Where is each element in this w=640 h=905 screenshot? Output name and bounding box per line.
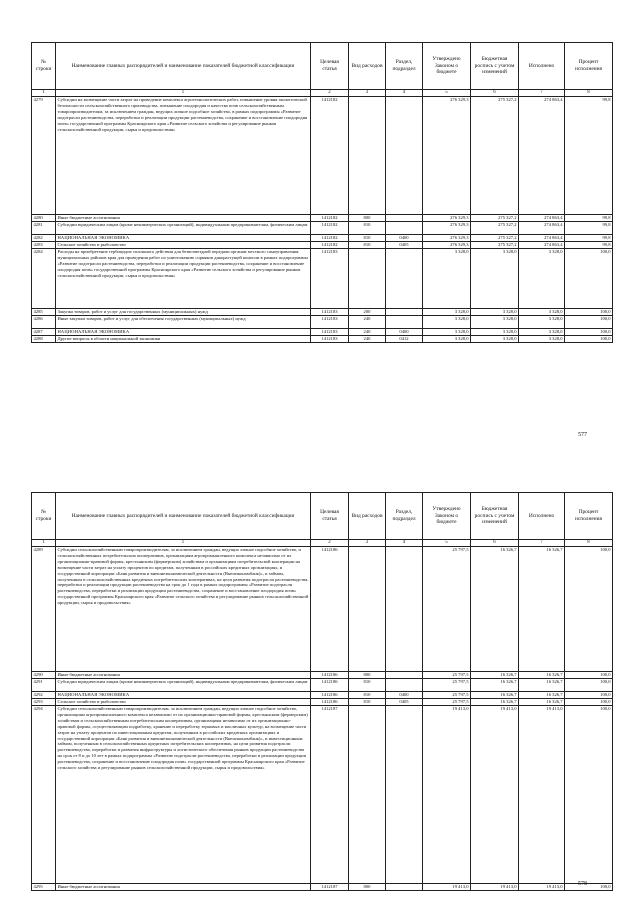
row-number: 4294 xyxy=(32,706,56,884)
col-header-section: Раздел, подраздел xyxy=(386,493,423,540)
row-percent: 100,0 xyxy=(565,884,613,891)
row-exec: 16 326,7 xyxy=(519,547,565,672)
column-number: 6 xyxy=(471,90,519,97)
row-target: 1412186 xyxy=(311,547,349,672)
col-header-num: № строки xyxy=(32,43,56,90)
row-budget: 16 326,7 xyxy=(471,672,519,679)
col-header-target: Целевая статья xyxy=(311,43,349,90)
column-number: 5 xyxy=(423,90,471,97)
row-exptype: 200 xyxy=(349,309,386,316)
row-target: 1412186 xyxy=(311,672,349,679)
col-header-exptype: Вид расходов xyxy=(349,493,386,540)
row-percent: 99,8 xyxy=(565,215,613,222)
row-number: 4285 xyxy=(32,309,56,316)
row-exec: 274 863,4 xyxy=(519,242,565,249)
table-row xyxy=(32,672,613,679)
row-number: 4284 xyxy=(32,249,56,309)
row-exec: 16 326,7 xyxy=(519,679,565,692)
row-target: 1412186 xyxy=(311,679,349,692)
row-exptype: 240 xyxy=(349,336,386,343)
row-name: Субсидии сельскохозяйственным товаропроизводителям, за исключением граждан, ведущих личное подсобное хозяйство, и сельскохозяйственных потребительских кооперативов, организациям агропромышленного комплекса независимо от их организационно-правовой формы, крестьянским (фермерским) хозяйствам и организациям потребительской кооперации на возмещение части затрат на уплату процентов по кредитам, полученным в российских кредитных организациях, и государственной корпорации «Банк развития и внешнеэкономической деятельности (Внешэкономбанк)», и займам, полученным в сельскохозяйственных кредитных потребительских кооперативах, на цели развития подотрасли растениеводства, переработки и реализации продукции растениеводства на срок до 1 года в рамках подпрограммы «Развитие подотрасли растениеводства, переработки и реализации продукции растениеводства, сохранение и восстановление плодородия почв» государственной программы Красноярского края «Развитие сельского хозяйства и регулирование рынков сельскохозяйственной продукции, сырья и продовольствия» xyxy=(56,547,311,672)
row-exec: 3 328,0 xyxy=(519,329,565,336)
column-number: 1 xyxy=(32,90,56,97)
row-percent: 99,8 xyxy=(565,222,613,235)
document-page-578 xyxy=(0,452,640,905)
table-row xyxy=(32,215,613,222)
col-header-section: Раздел, подраздел xyxy=(386,43,423,90)
column-number: 6 xyxy=(471,540,519,547)
row-section xyxy=(386,97,423,215)
row-section: 0400 xyxy=(386,329,423,336)
row-name: Субсидии сельскохозяйственным товаропроизводителям, за исключением граждан, ведущих личное подсобное хозяйство, организациям агропромышленного комплекса независимо от их организационно-правовой формы, крестьянским (фермерским) хозяйствам и сельскохозяйственным потребительским кооперативам, организациям независимо от их организационно-правовой формы, осуществляющим подработку, хранение и переработку зерновых и масличных культур, на возмещение части затрат на уплату процентов по инвестиционным кредитам, полученным в российских кредитных организациях и государственной корпорации «Банк развития и внешнеэкономической деятельности (Внешэкономбанк)», и инвестиционным займам, полученным в сельскохозяйственных кредитных потребительских кооперативах, на цели развития подотрасли растениеводства, переработки и развития инфраструктуры и логистического обеспечения рынков продукции растениеводства на срок от 8 и до 10 лет в рамках подпрограммы «Развитие подотрасли растениеводства, переработки и реализации продукции растениеводства, сохранение и восстановление плодородия почв» государственной программы Красноярского края «Развитие сельского хозяйства и регулирование рынков сельскохозяйственной продукции, сырья и продовольствия» xyxy=(56,706,311,884)
column-number: 5 xyxy=(423,540,471,547)
col-header-exptype: Вид расходов xyxy=(349,43,386,90)
row-approved: 3 328,0 xyxy=(423,336,471,343)
col-header-exec: Исполнено xyxy=(519,493,565,540)
col-header-target: Целевая статья xyxy=(311,493,349,540)
row-number: 4279 xyxy=(32,97,56,215)
row-number: 4291 xyxy=(32,679,56,692)
row-name: НАЦИОНАЛЬНАЯ ЭКОНОМИКА xyxy=(56,329,311,336)
row-name: Субсидии юридическим лицам (кроме некоммерческих организаций), индивидуальным предпринимателям, физическим лицам xyxy=(56,222,311,235)
col-header-name: Наименование главных распорядителей и наименование показателей бюджетной классификации xyxy=(56,43,311,90)
column-number-row xyxy=(32,90,613,97)
table-row xyxy=(32,309,613,316)
row-budget: 16 326,7 xyxy=(471,699,519,706)
row-target: 1412186 xyxy=(311,699,349,706)
table-row xyxy=(32,316,613,329)
row-section xyxy=(386,679,423,692)
row-budget: 3 328,0 xyxy=(471,249,519,309)
row-exec: 274 863,4 xyxy=(519,215,565,222)
page-number: 577 xyxy=(578,432,587,438)
table-header-row xyxy=(32,43,613,90)
table-row xyxy=(32,235,613,242)
row-section: 0405 xyxy=(386,699,423,706)
row-exptype: 810 xyxy=(349,692,386,699)
row-percent: 100,0 xyxy=(565,249,613,309)
row-approved: 3 328,0 xyxy=(423,316,471,329)
row-exptype: 800 xyxy=(349,672,386,679)
row-exec: 274 863,4 xyxy=(519,235,565,242)
row-name: НАЦИОНАЛЬНАЯ ЭКОНОМИКА xyxy=(56,235,311,242)
row-exec: 16 326,7 xyxy=(519,692,565,699)
row-name: Субсидии юридическим лицам (кроме некоммерческих организаций), индивидуальным предпринимателям, физическим лицам xyxy=(56,679,311,692)
row-percent: 100,0 xyxy=(565,679,613,692)
row-approved: 25 797,5 xyxy=(423,692,471,699)
row-exptype: 810 xyxy=(349,235,386,242)
row-number: 4281 xyxy=(32,222,56,235)
row-approved: 276 329,3 xyxy=(423,222,471,235)
row-name: Субсидии на возмещение части затрат на проведение комплекса агротехнологических работ, повышение уровня экологической безопасности сельскохозяйственного производства, повышение плодородия и качества почв сельскохозяйственным товаропроизводителям, за исключением граждан, ведущих личное подсобное хозяйство, в рамках подпрограммы «Развитие подотрасли растениеводства, переработки и реализации продукции растениеводства, сохранение и восстановление плодородия почв» государственной программы Красноярского края «Развитие сельского хозяйства и регулирование рынков сельскохозяйственной продукции, сырья и продовольствия» xyxy=(56,97,311,215)
column-number: 4 xyxy=(386,90,423,97)
row-target: 1412182 xyxy=(311,235,349,242)
row-section: 0412 xyxy=(386,336,423,343)
row-target: 1412182 xyxy=(311,222,349,235)
row-section xyxy=(386,706,423,884)
row-name: Другие вопросы в области национальной экономики xyxy=(56,336,311,343)
row-exec: 16 326,7 xyxy=(519,672,565,679)
column-number: 1 xyxy=(32,540,56,547)
row-percent: 100,0 xyxy=(565,316,613,329)
row-approved: 276 329,3 xyxy=(423,235,471,242)
row-exptype: 810 xyxy=(349,699,386,706)
row-target: 1412182 xyxy=(311,242,349,249)
row-percent: 99,8 xyxy=(565,235,613,242)
row-approved: 3 328,0 xyxy=(423,329,471,336)
row-exec: 16 326,7 xyxy=(519,699,565,706)
row-percent: 100,0 xyxy=(565,336,613,343)
row-exec: 19 413,0 xyxy=(519,706,565,884)
column-number: 2 xyxy=(311,90,349,97)
col-header-approved: Утверждено Законом о бюджете xyxy=(423,493,471,540)
row-exec: 3 328,0 xyxy=(519,249,565,309)
row-approved: 25 797,5 xyxy=(423,679,471,692)
row-name: Иные бюджетные ассигнования xyxy=(56,215,311,222)
row-percent: 99,8 xyxy=(565,97,613,215)
row-name: Сельское хозяйство и рыболовство xyxy=(56,699,311,706)
row-section xyxy=(386,222,423,235)
col-header-exec: Исполнено xyxy=(519,43,565,90)
table-row xyxy=(32,329,613,336)
row-section xyxy=(386,547,423,672)
row-name: Сельское хозяйство и рыболовство xyxy=(56,242,311,249)
row-approved: 276 329,3 xyxy=(423,97,471,215)
row-budget: 3 328,0 xyxy=(471,329,519,336)
row-exptype: 810 xyxy=(349,679,386,692)
table-row xyxy=(32,249,613,309)
column-number: 7 xyxy=(519,90,565,97)
row-target: 1412183 xyxy=(311,309,349,316)
row-number: 4295 xyxy=(32,884,56,891)
column-number-row xyxy=(32,540,613,547)
table-header-row xyxy=(32,493,613,540)
column-number: 3 xyxy=(349,90,386,97)
row-exec: 3 328,0 xyxy=(519,316,565,329)
row-percent: 100,0 xyxy=(565,309,613,316)
row-budget: 275 327,2 xyxy=(471,97,519,215)
row-percent: 99,8 xyxy=(565,242,613,249)
row-target: 1412187 xyxy=(311,884,349,891)
row-approved: 19 413,0 xyxy=(423,884,471,891)
row-target: 1412183 xyxy=(311,336,349,343)
row-target: 1412187 xyxy=(311,706,349,884)
row-name: Иные бюджетные ассигнования xyxy=(56,672,311,679)
row-approved: 19 413,0 xyxy=(423,706,471,884)
row-target: 1412183 xyxy=(311,249,349,309)
row-section xyxy=(386,672,423,679)
table-row xyxy=(32,884,613,891)
row-approved: 25 797,5 xyxy=(423,547,471,672)
row-approved: 276 329,3 xyxy=(423,242,471,249)
row-number: 4292 xyxy=(32,692,56,699)
row-section: 0400 xyxy=(386,235,423,242)
row-percent: 100,0 xyxy=(565,706,613,884)
table-row xyxy=(32,97,613,215)
table-row xyxy=(32,336,613,343)
column-number: 7 xyxy=(519,540,565,547)
column-number: 4 xyxy=(386,540,423,547)
table-row xyxy=(32,242,613,249)
page-number: 578 xyxy=(578,881,587,887)
row-exptype: 810 xyxy=(349,242,386,249)
row-name: Иные закупки товаров, работ и услуг для обеспечения государственных (муниципальных) нужд xyxy=(56,316,311,329)
col-header-budget: Бюджетная роспись с учетом изменений xyxy=(471,43,519,90)
row-percent: 100,0 xyxy=(565,699,613,706)
row-section: 0400 xyxy=(386,692,423,699)
column-number: 3 xyxy=(349,540,386,547)
table-row xyxy=(32,692,613,699)
row-percent: 100,0 xyxy=(565,547,613,672)
row-section xyxy=(386,215,423,222)
row-budget: 275 327,2 xyxy=(471,242,519,249)
budget-table xyxy=(31,42,613,343)
row-exec: 274 863,4 xyxy=(519,97,565,215)
column-number: 2 xyxy=(311,540,349,547)
col-header-num: № строки xyxy=(32,493,56,540)
row-budget: 3 328,0 xyxy=(471,316,519,329)
col-header-name: Наименование главных распорядителей и наименование показателей бюджетной классификации xyxy=(56,493,311,540)
col-header-approved: Утверждено Законом о бюджете xyxy=(423,43,471,90)
row-approved: 276 329,3 xyxy=(423,215,471,222)
row-exec: 3 328,0 xyxy=(519,309,565,316)
row-exptype xyxy=(349,706,386,884)
row-exec: 19 413,0 xyxy=(519,884,565,891)
table-row xyxy=(32,679,613,692)
row-budget: 19 413,0 xyxy=(471,884,519,891)
row-section xyxy=(386,884,423,891)
row-approved: 3 328,0 xyxy=(423,309,471,316)
table-row xyxy=(32,222,613,235)
row-approved: 25 797,5 xyxy=(423,672,471,679)
row-section: 0405 xyxy=(386,242,423,249)
row-section xyxy=(386,316,423,329)
row-exptype xyxy=(349,97,386,215)
table-row xyxy=(32,547,613,672)
row-section xyxy=(386,309,423,316)
row-exptype: 240 xyxy=(349,329,386,336)
row-exptype xyxy=(349,249,386,309)
document-page-577 xyxy=(0,0,640,452)
row-name: Закупка товаров, работ и услуг для государственных (муниципальных) нужд xyxy=(56,309,311,316)
row-name: НАЦИОНАЛЬНАЯ ЭКОНОМИКА xyxy=(56,692,311,699)
row-budget: 16 326,7 xyxy=(471,679,519,692)
row-exptype: 810 xyxy=(349,222,386,235)
row-number: 4288 xyxy=(32,336,56,343)
row-number: 4286 xyxy=(32,316,56,329)
row-exptype xyxy=(349,547,386,672)
row-budget: 275 327,2 xyxy=(471,222,519,235)
row-exptype: 240 xyxy=(349,316,386,329)
row-number: 4283 xyxy=(32,242,56,249)
row-name: Расходы на приобретение гербицидов сплошного действия для безвозмездной передачи органам местного самоуправления муниципальных районов края для проведения работ по уничтожению сорняков дикорастущей конопли в рамках подпрограммы «Развитие подотрасли растениеводства, переработки и реализации продукции растениеводства, сохранение и восстановление плодородия почв» государственной программы Красноярского края «Развитие сельского хозяйства и регулирование рынков сельскохозяйственной продукции, сырья и продовольствия» xyxy=(56,249,311,309)
row-target: 1412182 xyxy=(311,97,349,215)
row-section xyxy=(386,249,423,309)
col-header-percent: Процент исполнения xyxy=(565,493,613,540)
table-row xyxy=(32,706,613,884)
row-budget: 3 328,0 xyxy=(471,336,519,343)
row-percent: 100,0 xyxy=(565,329,613,336)
row-budget: 3 328,0 xyxy=(471,309,519,316)
row-percent: 100,0 xyxy=(565,692,613,699)
row-approved: 3 328,0 xyxy=(423,249,471,309)
row-exec: 3 328,0 xyxy=(519,336,565,343)
row-number: 4290 xyxy=(32,672,56,679)
row-target: 1412186 xyxy=(311,692,349,699)
row-budget: 275 327,2 xyxy=(471,215,519,222)
row-budget: 16 326,7 xyxy=(471,692,519,699)
row-number: 4287 xyxy=(32,329,56,336)
row-target: 1412182 xyxy=(311,215,349,222)
budget-table xyxy=(31,492,613,891)
column-number: 8 xyxy=(565,90,613,97)
row-budget: 19 413,0 xyxy=(471,706,519,884)
row-exptype: 800 xyxy=(349,884,386,891)
row-number: 4293 xyxy=(32,699,56,706)
row-approved: 25 797,5 xyxy=(423,699,471,706)
row-number: 4282 xyxy=(32,235,56,242)
row-budget: 16 326,7 xyxy=(471,547,519,672)
row-target: 1412183 xyxy=(311,316,349,329)
table-row xyxy=(32,699,613,706)
row-percent: 100,0 xyxy=(565,672,613,679)
column-number: 1 xyxy=(56,540,311,547)
column-number: 8 xyxy=(565,540,613,547)
row-exptype: 800 xyxy=(349,215,386,222)
col-header-percent: Процент исполнения xyxy=(565,43,613,90)
row-exec: 274 863,4 xyxy=(519,222,565,235)
row-budget: 275 327,2 xyxy=(471,235,519,242)
column-number: 1 xyxy=(56,90,311,97)
row-number: 4289 xyxy=(32,547,56,672)
col-header-budget: Бюджетная роспись с учетом изменений xyxy=(471,493,519,540)
row-name: Иные бюджетные ассигнования xyxy=(56,884,311,891)
row-target: 1412183 xyxy=(311,329,349,336)
row-number: 4280 xyxy=(32,215,56,222)
